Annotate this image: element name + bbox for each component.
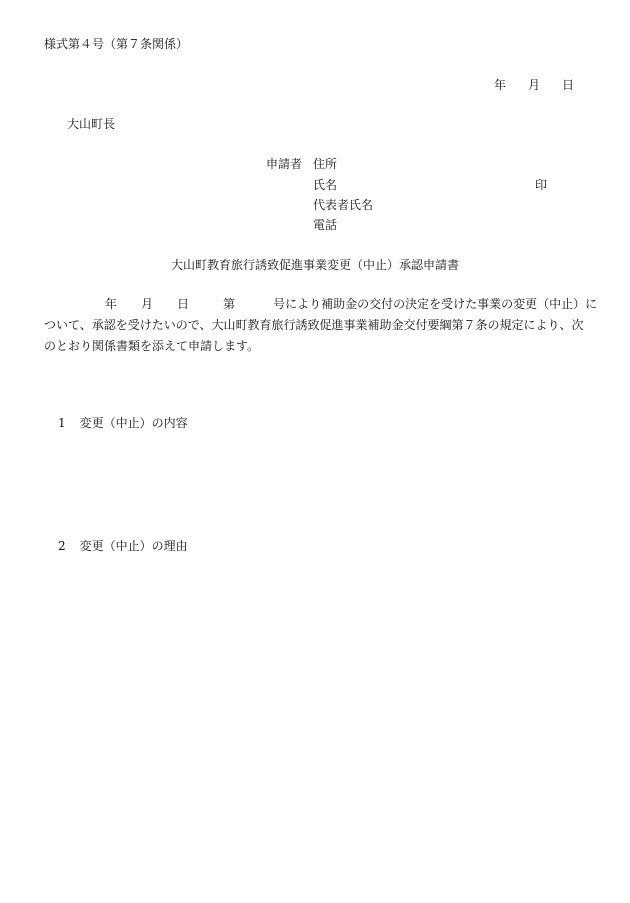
seal-mark: 印 [535, 178, 548, 192]
section-1-number: 1 [58, 416, 66, 430]
section-2-label: 変更（中止）の理由 [79, 539, 188, 553]
date-line [494, 77, 574, 93]
body-number-prefix: 第 [223, 297, 236, 311]
date-day: 日 [562, 78, 575, 92]
body-day: 日 [177, 297, 190, 311]
body-year: 年 [105, 297, 118, 311]
section-1-label: 変更（中止）の内容 [79, 416, 188, 430]
address-label: 住所 [313, 157, 338, 171]
section-2-heading [58, 538, 188, 554]
body-line-3: のとおり関係書類を添えて申請します。 [44, 339, 260, 353]
section-1-heading [58, 415, 188, 431]
date-month: 月 [528, 78, 541, 92]
body-line-1-rest: 号により補助金の交付の決定を受けた事業の変更（中止）に [273, 297, 598, 311]
body-line-1 [44, 294, 598, 315]
date-year: 年 [494, 78, 507, 92]
form-number: 様式第４号（第７条関係） [44, 37, 189, 51]
phone-label: 電話 [313, 218, 338, 232]
applicant-label: 申請者 [266, 157, 303, 171]
document-title: 大山町教育旅行誘致促進事業変更（中止）承認申請書 [170, 258, 459, 272]
representative-label: 代表者氏名 [313, 198, 374, 212]
name-label: 氏名 [313, 178, 338, 192]
section-2-number: 2 [58, 539, 66, 553]
body-paragraph [44, 294, 598, 357]
body-line-2: ついて、承認を受けたいので、大山町教育旅行誘致促進事業補助金交付要綱第７条の規定により、次 [44, 318, 584, 332]
body-month: 月 [141, 297, 154, 311]
addressee: 大山町長 [67, 117, 116, 131]
